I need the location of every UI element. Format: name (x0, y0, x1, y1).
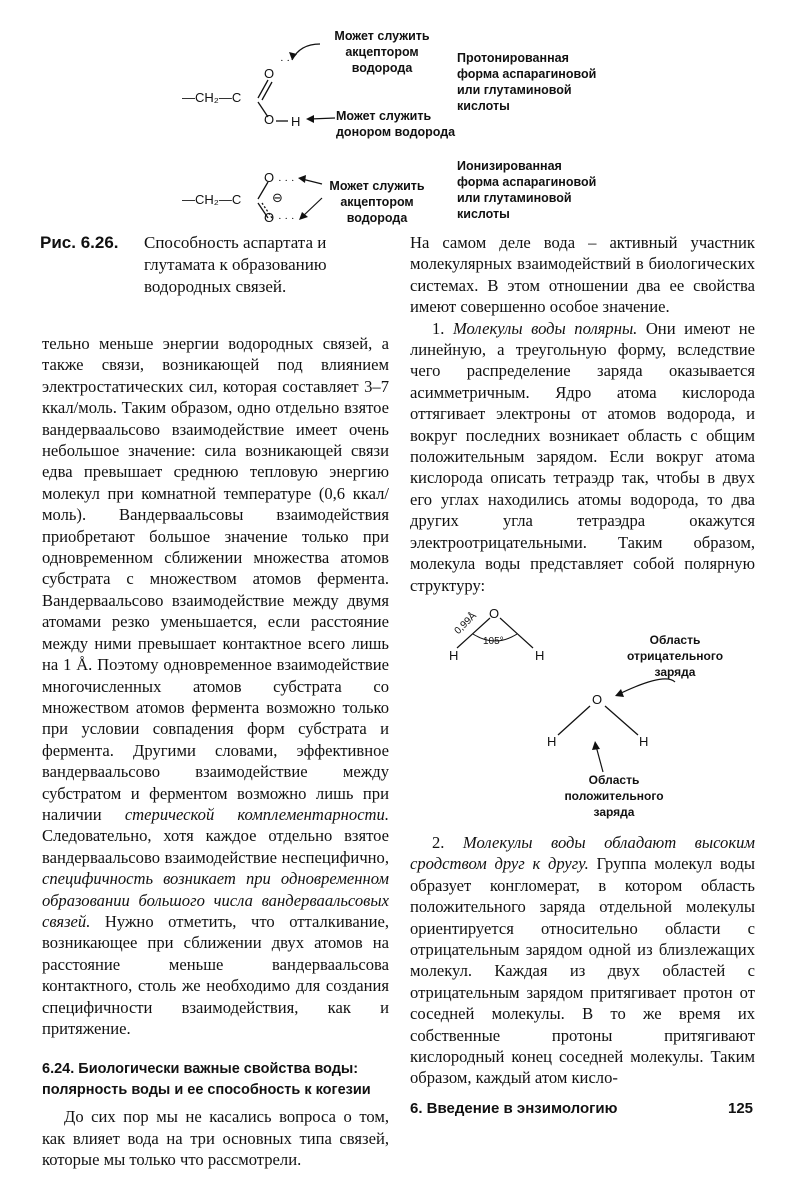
running-footer: 6. Введение в энзимологию (410, 1100, 618, 1117)
label-line: Может служить (334, 29, 430, 43)
svg-text:· ·: · · (280, 55, 291, 67)
ionized-form-label (457, 158, 596, 222)
label-line: Ионизированная (457, 159, 562, 173)
water-h-right-small: H (535, 648, 545, 663)
bond-angle-label: 105° (483, 636, 504, 647)
label-line: кислоты (457, 99, 510, 113)
right-paragraph-1: На самом деле вода – активный участник молекулярных взаимодействий в биологических системах. В этом отношении два ее свойства имеют совершенно особое значение. (410, 233, 755, 317)
label-line: заряда (593, 805, 635, 819)
bottom-o-upper: O (264, 170, 275, 185)
top-o-lower: O (264, 112, 275, 127)
protonated-form-label (457, 50, 596, 114)
bond-length-label: 0,99Å (452, 610, 479, 637)
text-run: Следовательно, хотя каждое отдельно взятое вандерваальсово взаимодействие неспецифично, (42, 826, 389, 867)
italic-run: Молекулы воды обладают высоким сродством друг к другу. (410, 833, 755, 874)
water-h-left-small: H (449, 648, 459, 663)
page-number: 125 (728, 1100, 754, 1117)
water-o-small: O (489, 606, 500, 621)
label-line: Может служить (336, 109, 432, 123)
bottom-o-lower: O (264, 210, 275, 225)
label-line: Область (649, 633, 701, 647)
text-run: тельно меньше энергии водородных связей, а также связи, возникающей под влиянием электростатических сил, которая составляет 3–7 ккал/моль. Таким образом, одно отдельно взятое вандерваальсово взаимодействие имеет очень небольшое значение: сила возникающей связи едва превышает среднюю тепловую энергию молекул при комнатной температуре (0,6 ккал/моль). Вандерваальсовы взаимодействия приобретают большое значение только при одновременном сближении множества атомов субстрата с множеством атомов фермента. Вандерваальсово взаимодействие между двумя атомами резко уменьшается, если расстояние между ними превышает контактное всего лишь на 1 Å. Поэтому одновременное взаимодействие многочисленных атомов субстрата со множеством атомов фермента возможно только при условии совпадения форм субстрата и фермента. Другими словами, эффективное вандерваальсово взаимодействие между субстратом и ферментом возможно лишь при наличии (42, 334, 389, 824)
bottom-ch2-group: —CH₂—C (182, 192, 242, 207)
label-line: Может служить (329, 179, 425, 193)
right-column (410, 232, 755, 596)
donor-label (336, 108, 455, 140)
text-run: Группа молекул воды образует конгломерат, в котором область положительного заряда отдельной молекулы ориентируется относительно области с отрицательным зарядом одной из близлежащих молекул. Каждая из двух областей с отрицательным зарядом притягивает протон от соседней молекулы. В то же время их собственные протоны притягивают кислородный конец соседней молекулы. Таким образом, каждый атом кисло- (410, 854, 755, 1088)
label-line: донором водорода (336, 125, 456, 139)
water-molecule-figure (435, 600, 755, 825)
svg-text:· · ·: · · · (278, 175, 295, 187)
caption-number: Рис. 6.26. (40, 233, 119, 252)
right-paragraph-2 (410, 318, 755, 596)
label-line: Область (588, 773, 640, 787)
figure-6-26 (150, 22, 630, 227)
negative-charge-icon: ⊖ (272, 190, 283, 205)
caption-text: Способность аспартата и глутамата к образованию водородных связей. (144, 233, 327, 296)
top-h-atom: H (291, 114, 301, 129)
label-line: акцептором (345, 45, 419, 59)
acceptor-label-top (322, 28, 442, 76)
label-line: заряда (654, 665, 696, 679)
top-ch2-group: —CH₂—C (182, 90, 242, 105)
water-h-left-large: H (547, 734, 557, 749)
label-line: водорода (346, 211, 408, 225)
top-o-upper: O (264, 66, 275, 81)
label-line: Протонированная (457, 51, 569, 65)
text-run: Нужно отметить, что отталкивание, возникающее при сближении двух атомов на расстояние меньше вандерваальсова контактного, столь же необходимо для создания специфичности взаимодействия, как и притяжение. (42, 911, 389, 1038)
label-line: кислоты (457, 207, 510, 221)
right-paragraph-3 (410, 832, 755, 1089)
label-line: или глутаминовой (457, 83, 572, 97)
label-line: положительного (564, 789, 664, 803)
positive-region-label (559, 772, 669, 820)
left-paragraph-1 (42, 333, 389, 1039)
italic-run: Молекулы воды полярны. (452, 318, 638, 338)
left-paragraph-2: До сих пор мы не касались вопроса о том, как влияет вода на три основных типа связей, которые мы только что рассмотрели. (42, 1107, 389, 1170)
italic-run: специфичность возникает при одновременном образовании большого числа вандерваальсовых связей. (42, 869, 389, 931)
section-heading: 6.24. Биологически важные свойства воды: полярность воды и ее способность к когезии (42, 1061, 371, 1099)
text-run: Они имеют не линейную, а треугольную форму, вследствие чего распределение заряда оказывается асимметричным. Ядро атома кислорода оттягивает электроны от атомов водорода, и вокруг последних возникает область с общим положительным зарядом. Если вокруг атома кислорода описать тетраэдр так, чтобы в двух его углах находились атомы водорода, то два других угла тетраэдра окажутся электроотрицательными. Таким образом, молекула воды представляет собой полярную структуру: (410, 318, 755, 595)
label-line: форма аспарагиновой (457, 175, 597, 189)
label-line: форма аспарагиновой (457, 67, 597, 81)
negative-region-label (620, 632, 730, 680)
right-column-lower (410, 832, 755, 1089)
list-number: 1. (432, 318, 453, 338)
water-h-right-large: H (639, 734, 649, 749)
label-line: отрицательного (626, 649, 724, 663)
water-o-large: O (592, 692, 603, 707)
list-number: 2. (432, 833, 463, 852)
label-line: или глутаминовой (457, 191, 572, 205)
figure-caption (40, 232, 380, 298)
italic-run: стерической комплементарности. (124, 804, 389, 824)
label-line: акцептором (340, 195, 414, 209)
acceptor-label-bottom (322, 178, 432, 226)
left-column (42, 333, 389, 1171)
label-line: водорода (351, 61, 413, 75)
svg-text:· · ·: · · · (278, 213, 295, 225)
